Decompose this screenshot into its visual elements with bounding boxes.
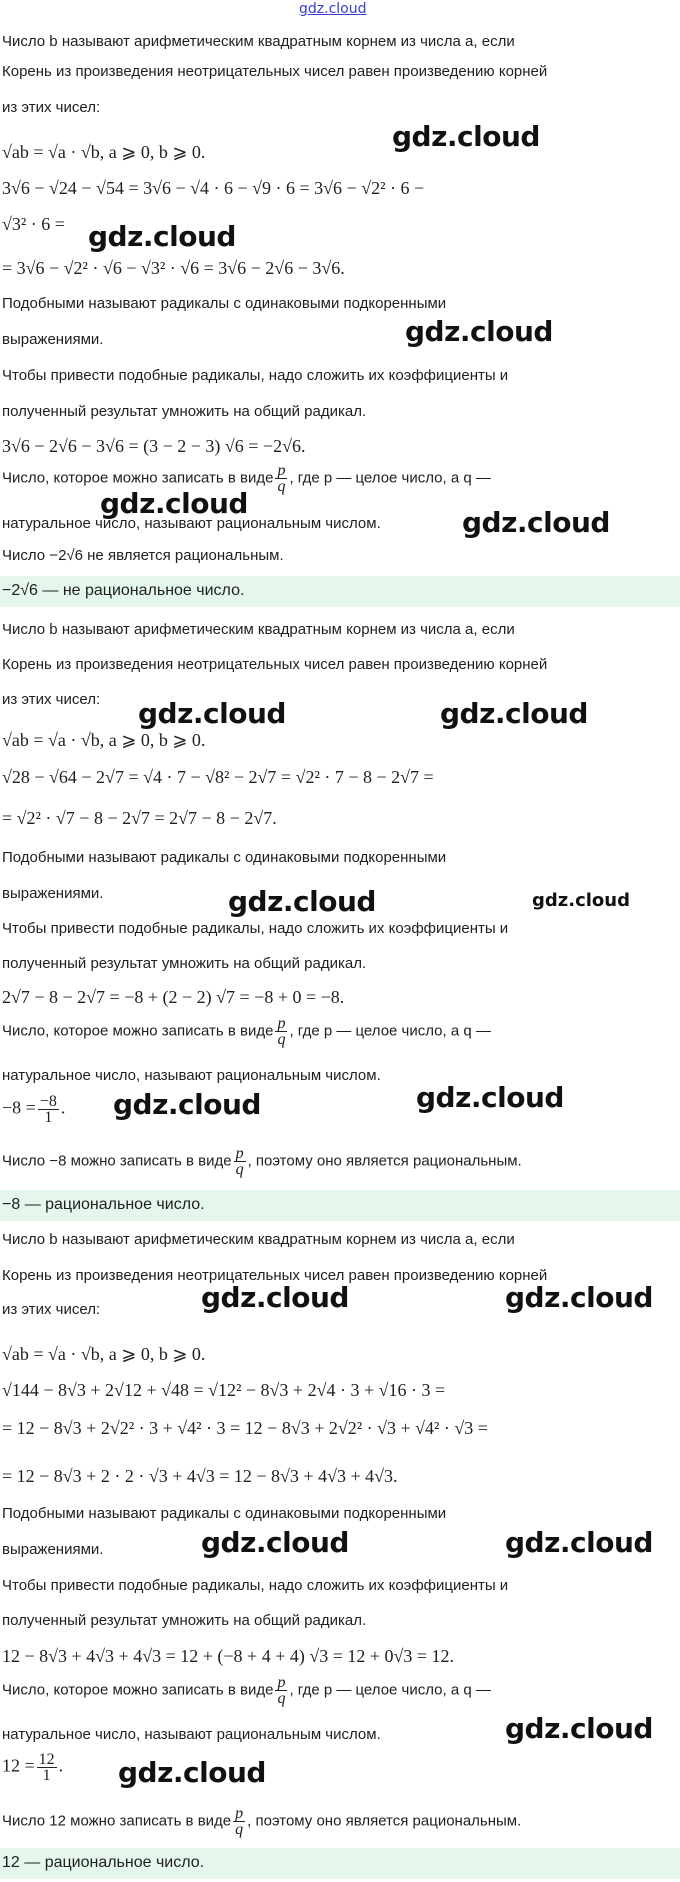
similar-radicals-text: выражениями. <box>2 885 104 902</box>
watermark: gdz.cloud <box>505 1712 653 1745</box>
rational-definition: Число, которое можно записать в виде $\frac{p}{q}$ , где p — целое число, а q — <box>2 462 491 495</box>
representation-line: 12 = $\frac{12}{1}$ . <box>2 1751 64 1784</box>
rational-definition: натуральное число, называют рациональным числом. <box>2 1726 381 1743</box>
rule-text: полученный результат умножить на общий радикал. <box>2 955 367 972</box>
rule-text: Чтобы привести подобные радикалы, надо сложить их коэффициенты и <box>2 367 509 384</box>
rule-text: полученный результат умножить на общий радикал. <box>2 403 367 420</box>
calculation-line: 3√6 − √24 − √54 = 3√6 − √4 · 6 − √9 · 6 = 3√6 − √2² · 6 − <box>2 178 425 198</box>
rational-definition: натуральное число, называют рациональным числом. <box>2 515 381 532</box>
watermark: gdz.cloud <box>201 1526 349 1559</box>
watermark: gdz.cloud <box>440 697 588 730</box>
conclusion-text: Число 12 можно записать в виде $\frac{p}{q}$ , поэтому оно является рациональным. <box>2 1805 522 1838</box>
formula: √ab = √a · √b, a ⩾ 0, b ⩾ 0. <box>2 142 206 162</box>
watermark: gdz.cloud <box>118 1756 266 1789</box>
representation-line: −8 = $\frac{-8}{1}$ . <box>2 1093 66 1126</box>
similar-radicals-text: выражениями. <box>2 331 104 348</box>
watermark: gdz.cloud <box>505 1526 653 1559</box>
calculation-line: = √2² · √7 − 8 − 2√7 = 2√7 − 8 − 2√7. <box>2 808 277 828</box>
rule-text: Чтобы привести подобные радикалы, надо сложить их коэффициенты и <box>2 1577 509 1594</box>
rational-definition: Число, которое можно записать в виде $\frac{p}{q}$ , где p — целое число, а q — <box>2 1674 491 1707</box>
product-rule-text: Корень из произведения неотрицательных чисел равен произведению корней <box>2 63 548 80</box>
rational-definition: Число, которое можно записать в виде $\frac{p}{q}$ , где p — целое число, а q — <box>2 1015 491 1048</box>
similar-radicals-text: Подобными называют радикалы с одинаковыми подкоренными <box>2 295 447 312</box>
watermark: gdz.cloud <box>392 120 540 153</box>
product-rule-text: из этих чисел: <box>2 691 101 708</box>
watermark: gdz.cloud <box>405 315 553 348</box>
definition-text: Число b называют арифметическим квадратным корнем из числа a, если <box>2 33 515 50</box>
formula: √ab = √a · √b, a ⩾ 0, b ⩾ 0. <box>2 730 206 750</box>
definition-text: Число b называют арифметическим квадратным корнем из числа a, если <box>2 621 515 638</box>
watermark: gdz.cloud <box>462 506 610 539</box>
calculation-line: √28 − √64 − 2√7 = √4 · 7 − √8² − 2√7 = √2² · 7 − 8 − 2√7 = <box>2 767 434 787</box>
watermark: gdz.cloud <box>505 1281 653 1314</box>
calculation-line: = 12 − 8√3 + 2 · 2 · √3 + 4√3 = 12 − 8√3 + 4√3 + 4√3. <box>2 1466 398 1486</box>
fraction-p-q: $\frac{p}{q}$ <box>277 462 286 495</box>
calculation-line: 12 − 8√3 + 4√3 + 4√3 = 12 + (−8 + 4 + 4) √3 = 12 + 0√3 = 12. <box>2 1646 455 1666</box>
similar-radicals-text: выражениями. <box>2 1541 104 1558</box>
calculation-line: √144 − 8√3 + 2√12 + √48 = √12² − 8√3 + 2√4 · 3 + √16 · 3 = <box>2 1380 446 1400</box>
watermark: gdz.cloud <box>532 890 630 911</box>
watermark: gdz.cloud <box>88 220 236 253</box>
calculation-line: = 3√6 − √2² · √6 − √3² · √6 = 3√6 − 2√6 − 3√6. <box>2 258 345 278</box>
answer-text: −8 — рациональное число. <box>2 1196 205 1213</box>
fraction-value: $\frac{12}{1}$ <box>38 1751 55 1784</box>
watermark: gdz.cloud <box>113 1088 261 1121</box>
calculation-line: = 12 − 8√3 + 2√2² · 3 + √4² · 3 = 12 − 8√3 + 2√2² · √3 + √4² · √3 = <box>2 1418 488 1438</box>
watermark: gdz.cloud <box>228 885 376 918</box>
rational-definition: натуральное число, называют рациональным числом. <box>2 1067 381 1084</box>
fraction-p-q: $\frac{p}{q}$ <box>235 1805 244 1838</box>
answer-text: −2√6 — не рациональное число. <box>2 582 245 599</box>
definition-text: Число b называют арифметическим квадратным корнем из числа a, если <box>2 1231 515 1248</box>
conclusion-text: Число −2√6 не является рациональным. <box>2 547 284 564</box>
similar-radicals-text: Подобными называют радикалы с одинаковыми подкоренными <box>2 849 447 866</box>
rule-text: Чтобы привести подобные радикалы, надо сложить их коэффициенты и <box>2 920 509 937</box>
watermark: gdz.cloud <box>100 487 248 520</box>
calculation-line: 2√7 − 8 − 2√7 = −8 + (2 − 2) √7 = −8 + 0 = −8. <box>2 987 345 1007</box>
fraction-p-q: $\frac{p}{q}$ <box>277 1674 286 1707</box>
calculation-line: 3√6 − 2√6 − 3√6 = (3 − 2 − 3) √6 = −2√6. <box>2 436 306 456</box>
watermark: gdz.cloud <box>416 1081 564 1114</box>
product-rule-text: Корень из произведения неотрицательных чисел равен произведению корней <box>2 656 548 673</box>
calculation-line: √3² · 6 = <box>2 214 65 234</box>
fraction-p-q: $\frac{p}{q}$ <box>235 1145 244 1178</box>
product-rule-text: Корень из произведения неотрицательных чисел равен произведению корней <box>2 1267 548 1284</box>
watermark: gdz.cloud <box>138 697 286 730</box>
fraction-value: $\frac{-8}{1}$ <box>39 1093 57 1126</box>
product-rule-text: из этих чисел: <box>2 99 101 116</box>
rule-text: полученный результат умножить на общий радикал. <box>2 1612 367 1629</box>
site-link[interactable]: gdz.cloud <box>299 1 367 17</box>
product-rule-text: из этих чисел: <box>2 1301 101 1318</box>
answer-text: 12 — рациональное число. <box>2 1854 205 1871</box>
conclusion-text: Число −8 можно записать в виде $\frac{p}{q}$ , поэтому оно является рациональным. <box>2 1145 522 1178</box>
similar-radicals-text: Подобными называют радикалы с одинаковыми подкоренными <box>2 1505 447 1522</box>
formula: √ab = √a · √b, a ⩾ 0, b ⩾ 0. <box>2 1344 206 1364</box>
fraction-p-q: $\frac{p}{q}$ <box>277 1015 286 1048</box>
watermark: gdz.cloud <box>201 1281 349 1314</box>
